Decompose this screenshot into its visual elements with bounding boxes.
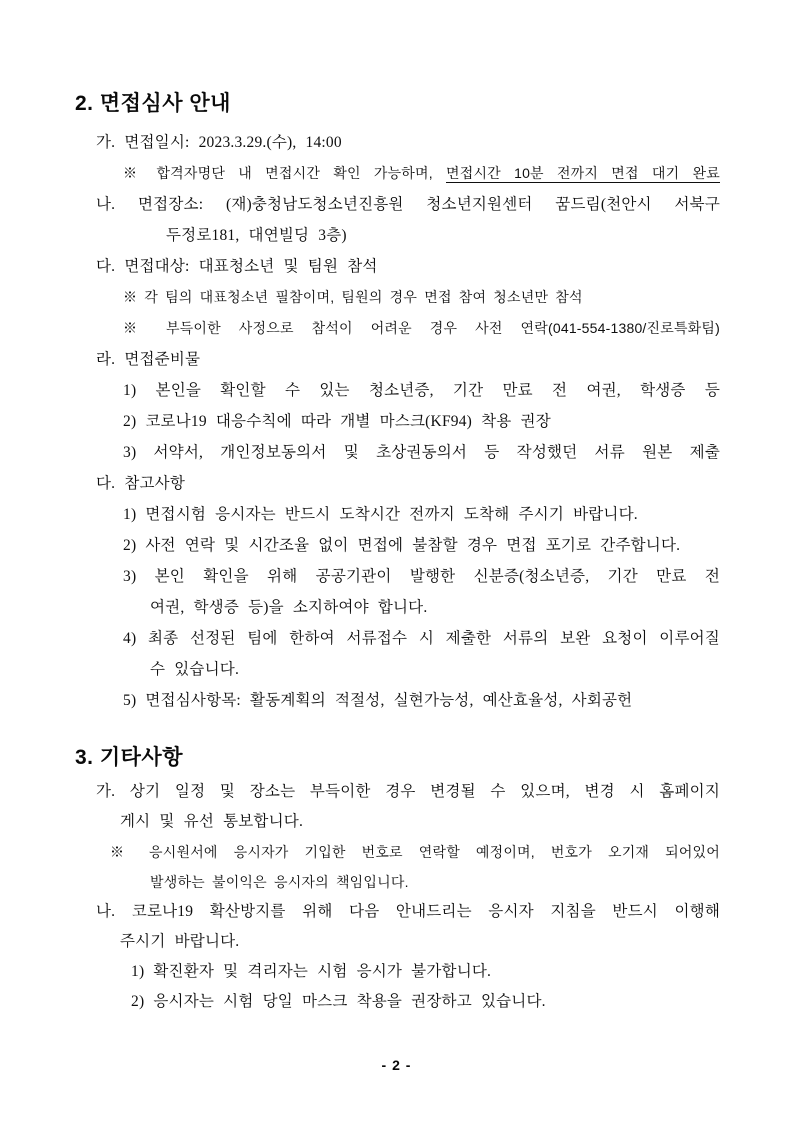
note-text: ※ 합격자명단 내 면접시간 확인 가능하며, <box>123 165 447 181</box>
note-contact-number-cont: 발생하는 불이익은 응시자의 책임입니다. <box>150 874 409 890</box>
section-2-title: 2. 면접심사 안내 <box>75 92 231 115</box>
item-id-verification-cont: 여권, 학생증 등)을 소지하여야 합니다. <box>150 599 428 616</box>
line-reference-notes: 다. 참고사항 <box>96 475 186 492</box>
item-id-documents: 1) 본인을 확인할 수 있는 청소년증, 기간 만료 전 여권, 학생증 등 <box>123 382 720 399</box>
item-original-documents: 3) 서약서, 개인정보동의서 및 초상권동의서 등 작성했던 서류 원본 제출 <box>123 444 720 461</box>
item-document-supplement-cont: 수 있습니다. <box>150 661 240 678</box>
line-covid-guidelines-cont: 주시기 바랍니다. <box>120 933 240 950</box>
section-2-body <box>75 127 720 716</box>
line-schedule-change-cont: 게시 및 유선 통보합니다. <box>120 813 304 830</box>
note-interview-time-check <box>123 158 720 189</box>
line-interview-location-cont: 두정로181, 대연빌딩 3층) <box>166 227 347 244</box>
line-interview-attendees: 다. 면접대상: 대표청소년 및 팀원 참석 <box>96 258 378 275</box>
line-interview-location: 나. 면접장소: (재)충청남도청소년진흥원 청소년지원센터 꿈드림(천안시 서북구 <box>96 196 720 213</box>
item-document-supplement: 4) 최종 선정된 팀에 한하여 서류접수 시 제출한 서류의 보완 요청이 이루어질 <box>123 630 720 647</box>
item-mask-covid: 2) 코로나19 대응수칙에 따라 개별 마스크(KF94) 착용 권장 <box>123 413 551 430</box>
page-number: - 2 - <box>381 1057 412 1073</box>
line-interview-preparation: 라. 면접준비물 <box>96 351 201 368</box>
item-arrival-time: 1) 면접시험 응시자는 반드시 도착시간 전까지 도착해 주시기 바랍니다. <box>123 506 638 523</box>
underlined-interview-waiting-text: 면접시간 10분 전까지 면접 대기 완료 <box>446 165 720 181</box>
line-covid-guidelines: 나. 코로나19 확산방지를 위해 다음 안내드리는 응시자 지침을 반드시 이행해 <box>96 903 720 920</box>
line-interview-datetime: 가. 면접일시: 2023.3.29.(수), 14:00 <box>96 134 342 151</box>
section-3-title: 3. 기타사항 <box>75 746 183 769</box>
note-team-representative: ※ 각 팀의 대표청소년 필참이며, 팀원의 경우 면접 참여 청소년만 참석 <box>123 289 583 305</box>
item-mask-recommendation: 2) 응시자는 시험 당일 마스크 착용을 권장하고 있습니다. <box>131 993 546 1010</box>
note-advance-contact: ※ 부득이한 사정으로 참석이 어려운 경우 사전 연락(041-554-1380/진로특화팀) <box>123 320 720 336</box>
item-confirmed-patients: 1) 확진환자 및 격리자는 시험 응시가 불가합니다. <box>131 963 492 980</box>
line-schedule-change: 가. 상기 일정 및 장소는 부득이한 경우 변경될 수 있으며, 변경 시 홈페이지 <box>96 783 720 800</box>
item-id-verification: 3) 본인 확인을 위해 공공기관이 발행한 신분증(청소년증, 기간 만료 전 <box>123 568 720 585</box>
note-contact-number: ※ 응시원서에 응시자가 기입한 번호로 연락할 예정이며, 번호가 오기재 되어있어 <box>110 844 720 860</box>
item-no-show-forfeit: 2) 사전 연락 및 시간조율 없이 면접에 불참할 경우 면접 포기로 간주합니다. <box>123 537 681 554</box>
section-3-body <box>75 777 720 1017</box>
item-evaluation-criteria: 5) 면접심사항목: 활동계획의 적절성, 실현가능성, 예산효율성, 사회공헌 <box>123 692 633 709</box>
